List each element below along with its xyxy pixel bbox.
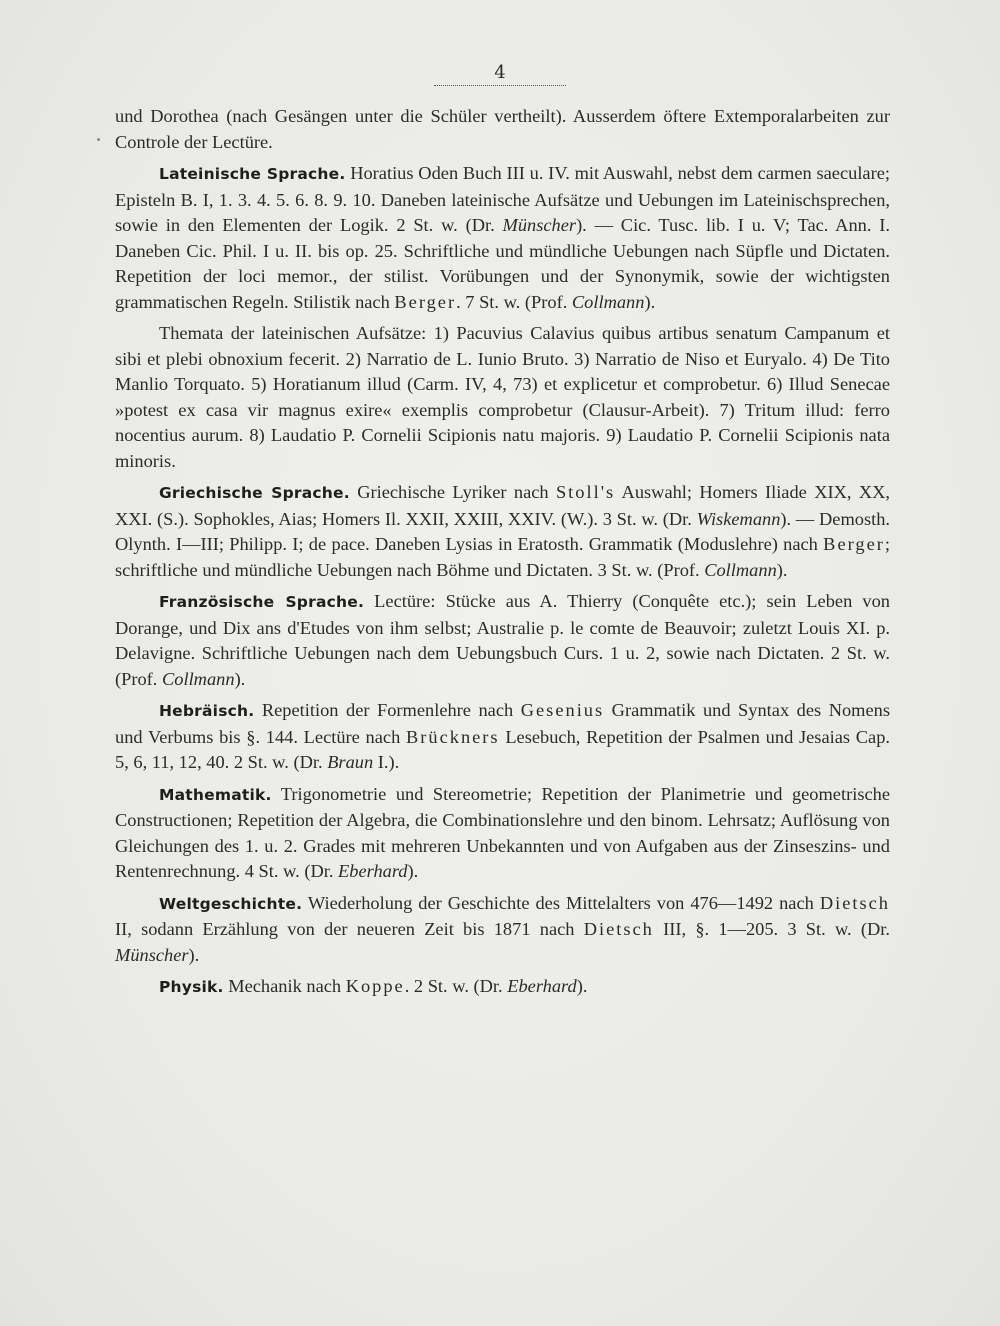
section-french	[115, 589, 890, 692]
author-name: Stoll's	[555, 482, 616, 502]
author-name: Berger	[823, 534, 885, 554]
paragraph-text: ). — Cic. Tusc. lib. I u. V; Tac. Ann. I. Daneben Cic. Phil. I u. II. bis op. 25. Schriftliche und mündliche Uebungen nach Süpfle und Dictaten. Repetition der loci memor., der stilist. Vorübungen und der Synonymik, sowie der wichtigsten grammatischen Regeln. Stilistik nach	[115, 215, 890, 312]
paragraph-text: Griechische Lyriker nach	[349, 482, 556, 502]
paragraph-text: und Dorothea (nach Gesängen unter die Schüler vertheilt). Ausserdem öftere Extemporalarbeiten zur Controle der Lectüre.	[115, 106, 890, 152]
paragraph-text: Themata der lateinischen Aufsätze: 1) Pacuvius Calavius quibus artibus senatum Campanum et sibi et plebi obnoxium fecerit. 2) Narratio de L. Iunio Bruto. 3) Narratio de Niso et Euryalo. 4) De Tito Manlio Torquato. 5) Horatianum illud (Carm. IV, 4, 73) et explicetur et comprobetur. 6) Illud Senecae »potest ex casa vir magnus exire« exemplis comprobetur (Clausur-Arbeit). 7) Tritum illud: ferro nocentius aurum. 8) Laudatio P. Cornelii Scipionis natu majoris. 9) Laudatio P. Cornelii Scipionis nata minoris.	[115, 323, 890, 471]
section-hebrew	[115, 698, 890, 776]
paragraph-text: Repetition der Formenlehre nach	[254, 700, 521, 720]
author-name: Dietsch	[583, 919, 654, 939]
paragraph-text: Auswahl; Homers Iliade XIX, XX, XXI. (S.). Sophokles, Aias; Homers Il. XXII, XXIII, XXIV. (W.). 3 St. w. (Dr.	[115, 482, 890, 529]
paragraph-text: . 2 St. w. (Dr.	[404, 976, 508, 996]
paragraph-text: ).	[644, 291, 656, 312]
paragraph-text: ).	[234, 668, 246, 689]
author-name: Dietsch	[819, 892, 890, 913]
document-body	[115, 104, 890, 1007]
paragraph-text: ).	[776, 559, 788, 580]
teacher-name: Braun	[327, 752, 374, 772]
paragraph-text: ).	[407, 861, 419, 881]
author-name: Berger	[394, 291, 457, 312]
section-heading-french: Französische Sprache.	[159, 593, 365, 611]
section-heading-mathematics: Mathematik.	[159, 785, 272, 804]
teacher-name: Eberhard	[338, 861, 408, 881]
paragraph-text: . 7 St. w. (Prof.	[456, 291, 572, 312]
section-greek	[115, 480, 890, 583]
author-name: Gesenius	[520, 700, 605, 720]
section-mathematics	[115, 782, 890, 885]
teacher-name: Collmann	[571, 291, 645, 312]
paragraph-text: ).	[188, 944, 200, 965]
paragraph-text: Wiederholung der Geschichte des Mittelalters von 476—1492 nach	[302, 892, 820, 913]
margin-mark	[97, 138, 100, 141]
paragraph-text: Grammatik und Syntax des Nomens und Verbums bis §. 144. Lectüre nach	[115, 700, 890, 747]
paragraph-text: III, §. 1—205. 3 St. w. (Dr.	[653, 919, 890, 939]
author-name: Koppe	[345, 976, 405, 996]
paragraph-text: Lectüre: Stücke aus A. Thierry (Conquête etc.); sein Leben von Dorange, und Dix ans d'Etudes von ihm selbst; Australie p. le comte de Beauvoir; zuletzt Louis XI. p. Delavigne. Schriftliche Uebungen nach dem Uebungsbuch Curs. 1 u. 2, sowie nach Dictaten. 2 St. w. (Prof.	[115, 591, 890, 689]
section-latin	[115, 161, 890, 315]
section-heading-latin: Lateinische Sprache.	[159, 165, 346, 183]
page-number: 4	[434, 62, 565, 86]
section-physics	[115, 974, 890, 1001]
section-heading-hebrew: Hebräisch.	[159, 702, 255, 720]
paragraph-text: II, sodann Erzählung von der neueren Zeit bis 1871 nach	[115, 919, 584, 939]
section-world-history	[115, 891, 890, 969]
teacher-name: Münscher	[115, 944, 189, 965]
paragraph-text: Trigonometrie und Stereometrie; Repetition der Planimetrie und geometrische Constructionen; Repetition der Algebra, die Combinationslehre und den binom. Lehrsatz; Auflösung von Gleichungen des 1. u. 2. Grades mit mehreren Unbekannten und von Aufgaben aus der Zinseszins- und Rentenrechnung. 4 St. w. (Dr.	[115, 783, 890, 881]
paragraph-text: Horatius Oden Buch III u. IV. mit Auswahl, nebst dem carmen saeculare; Episteln B. I, 1. 3. 4. 5. 6. 8. 9. 10. Daneben lateinische Aufsätze und Uebungen im Lateinischsprechen, sowie in den Elementen der Logik. 2 St. w. (Dr.	[115, 163, 890, 235]
section-latin-themes	[115, 321, 890, 474]
section-heading-greek: Griechische Sprache.	[159, 484, 350, 502]
section-heading-world-history: Weltgeschichte.	[159, 894, 303, 913]
teacher-name: Collmann	[162, 668, 235, 689]
paragraph-text: ; schriftliche und mündliche Uebungen nach Böhme und Dictaten. 3 St. w. (Prof.	[115, 534, 890, 580]
paragraph-text: Mechanik nach	[223, 976, 346, 996]
page-header	[0, 62, 1000, 86]
paragraph-text: ).	[576, 976, 588, 996]
teacher-name: Eberhard	[507, 976, 577, 996]
paragraph-text: ). — Demosth. Olynth. I—III; Philipp. I; de pace. Daneben Lysias in Eratosth. Grammatik (Moduslehre) nach	[115, 508, 891, 554]
teacher-name: Wiskemann	[696, 508, 781, 529]
teacher-name: Collmann	[704, 559, 777, 580]
section-heading-physics: Physik.	[159, 978, 224, 996]
teacher-name: Münscher	[502, 215, 577, 235]
paragraph-text: I.).	[373, 752, 400, 772]
author-name: Brückners	[406, 726, 500, 747]
paragraph-continuation	[115, 104, 890, 155]
paragraph-text: Lesebuch, Repetition der Psalmen und Jesaias Cap. 5, 6, 11, 12, 40. 2 St. w. (Dr.	[115, 726, 891, 772]
